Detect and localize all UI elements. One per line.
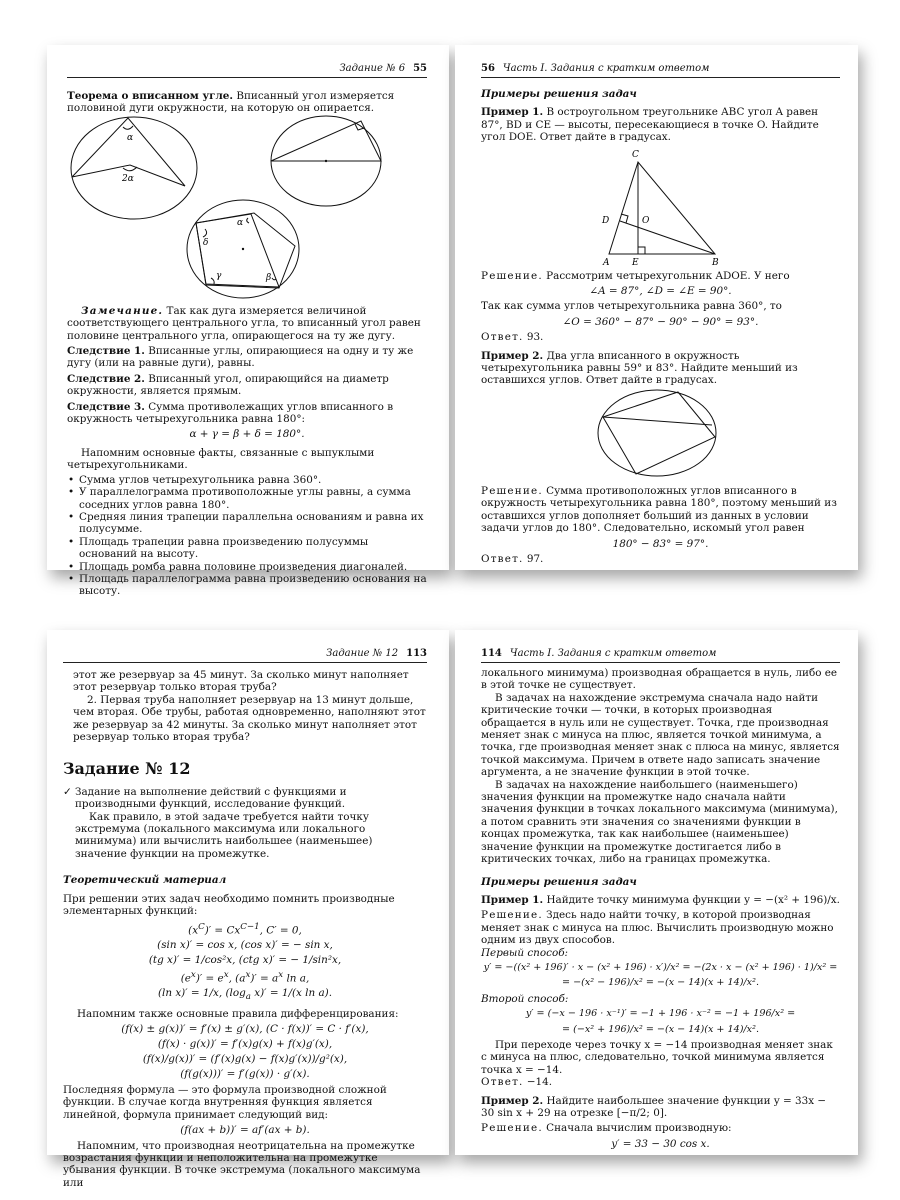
triangle-figure — [481, 144, 840, 266]
first-method-formula-2: = −(x² − 196)/x² = −(x − 14)(x + 14)/x². — [561, 977, 759, 989]
fact-item: • Площадь трапеции равна произведению полусуммы оснований на высоту. — [79, 536, 427, 561]
rule-row: (f(x) · g(x))′ = f′(x)g(x) + f(x)g′(x), — [157, 1037, 333, 1050]
triangle-abc — [609, 162, 715, 254]
example-1-title: Пример 1. — [481, 893, 544, 906]
solution-2-formula: 180° − 83° = 97°. — [612, 537, 709, 550]
answer-2 — [481, 553, 840, 565]
corollary-3-formula: α + γ = β + δ = 180°. — [189, 428, 305, 441]
vertex-b: B — [712, 257, 719, 266]
cyclic-quadrilateral-figure — [481, 387, 840, 479]
vertex-c: C — [632, 149, 639, 160]
running-header — [67, 63, 427, 78]
solution-1-text: Здесь надо найти точку, в которой производная меняет знак с минуса на плюс. Вычислить производную можно одним из двух способов. — [481, 909, 834, 947]
point-e: E — [632, 257, 639, 266]
corollary-3 — [67, 401, 427, 426]
diameter-triangle — [271, 121, 381, 161]
rules-intro: Напомним также основные правила дифференцирования: — [77, 1007, 399, 1020]
answer-1-value: −14. — [523, 1076, 553, 1089]
fact-item: • Площадь параллелограмма равна произведению основания на высоту. — [79, 573, 427, 598]
solution-1-formula-1: ∠A = 87°, ∠D = ∠E = 90°. — [589, 285, 732, 298]
corollary-1 — [67, 345, 427, 370]
section-title: Примеры решения задач — [481, 88, 637, 100]
header-title: Задание № 12 — [326, 648, 399, 659]
derivative-row: (tg x)′ = 1/cos²x, (ctg x)′ = − 1/sin²x, — [148, 953, 342, 966]
example-2-text: Найдите наибольшее значение функции y = 33x − 30 sin x + 29 на отрезке [−π/2; 0]. — [481, 1094, 827, 1119]
label-delta: δ — [203, 237, 209, 248]
derivative-row: $(e^x)' = e^x$, $(a^x)' = a^x$ ln a, — [180, 969, 310, 985]
answer-1-value: 93. — [523, 331, 544, 344]
second-method-formula-2: = (−x² + 196)/x² = −(x − 14)(x + 14)/x². — [561, 1023, 759, 1035]
answer-1 — [481, 331, 840, 343]
solution-1-formula-2: ∠O = 360° − 87° − 90° − 90° = 93°. — [562, 315, 759, 328]
linear-composition-formula: (f(ax + b))′ = af′(ax + b). — [180, 1124, 310, 1137]
example-2 — [481, 1095, 840, 1120]
theorem-title: Теорема о вписанном угле. — [67, 90, 234, 102]
second-method-formula-1: y′ = (−x − 196 · x⁻¹)′ = −1 + 196 · x⁻² = −1 + 196/x² = — [525, 1008, 796, 1020]
example-1 — [481, 894, 840, 906]
example-1-text: В остроугольном треугольнике ABC угол A равен 87°, BD и CE — высоты, пересекающиеся в точке O. Найдите угол DOE. Ответ дайте в градусах. — [481, 106, 819, 144]
solution-label: Решение. — [481, 1122, 543, 1135]
rules-table — [63, 1022, 427, 1082]
answer-label: Ответ. — [481, 331, 524, 344]
task-description: ✓ Задание на выполнение действий с функциями и производными функций, исследование функций. — [75, 786, 427, 811]
answer-1 — [481, 1076, 840, 1088]
remark-title: Замечание. — [81, 304, 164, 317]
paragraph-max-min: В задачах на нахождение наибольшего (наименьшего) значения функции на промежутке надо сначала найти значения функции в точках локального максимума (минимума), а потом сравнить эти значения со значениями функции в концах промежутка, так как наибольшее (наименьшее) значение функции на промежутке достигается либо в критических точках, либо на границах промежутка. — [481, 778, 838, 866]
running-header — [481, 648, 840, 663]
task-title: Задание № 12 — [63, 759, 191, 779]
example-2 — [481, 350, 840, 387]
example-2-title: Пример 2. — [481, 1094, 544, 1107]
label-beta: β — [266, 272, 272, 283]
solution-label: Решение. — [481, 909, 543, 922]
facts-list — [67, 474, 427, 598]
solution-1-text-2: Так как сумма углов четырехугольника равна 360°, то — [481, 300, 782, 313]
circle — [598, 390, 716, 476]
second-method-label: Второй способ: — [481, 992, 569, 1005]
quadrilateral — [603, 392, 715, 474]
example-1-title: Пример 1. — [481, 106, 544, 119]
answer-label: Ответ. — [481, 1076, 524, 1089]
page-55 — [47, 45, 449, 598]
answer-label: Ответ. — [481, 552, 524, 565]
derivative-row: (sin x)′ = cos x, (cos x)′ = − sin x, — [157, 938, 333, 951]
final-text: Напомним, что производная неотрицательна на промежутке возрастания функции и неположительна на промежутке убывания функции. В точке экстремума (локального максимума или — [63, 1139, 421, 1189]
derivatives-table — [63, 920, 427, 1006]
solution-label: Решение. — [481, 269, 543, 282]
label-alpha-2: α — [237, 217, 244, 228]
fact-item: • Средняя линия трапеции параллельна основаниям и равна их полусумме. — [79, 511, 427, 536]
theorem-text: Вписанный угол измеряется половиной дуги окружности, на которую он опирается. — [67, 90, 395, 115]
page-56 — [455, 45, 858, 570]
solution-2 — [481, 1122, 840, 1134]
top-text-2: 2. Первая труба наполняет резервуар на 13 минут дольше, чем вторая. Обе трубы, работая одновременно, наполняют этот же резервуар за 42 минуты. За сколько минут наполняет этот резервуар только вторая труба? — [73, 693, 426, 744]
first-method-formula-1: y′ = −((x² + 196)′ · x − (x² + 196) · x′)/x² = −(2x · x − (x² + 196) · 1)/x² = — [483, 961, 838, 973]
fact-item: • У параллелограмма противоположные углы равны, а сумма соседних углов равна 180°. — [79, 486, 427, 511]
example-1 — [481, 106, 840, 143]
page-113 — [47, 630, 449, 1189]
label-2alpha: 2α — [122, 173, 134, 184]
top-text-1: этот же резервуар за 45 минут. За сколько минут наполняет этот резервуар только вторая труба? — [73, 669, 409, 694]
solution-1 — [481, 909, 840, 946]
header-title: Задание № 6 — [339, 63, 406, 74]
header-title: Часть I. Задания с кратким ответом — [502, 63, 710, 74]
answer-2-value: 97. — [523, 552, 544, 565]
task-description-2: Как правило, в этой задаче требуется найти точку экстремума (локального максимума или локального минимума) или вычислить наибольшее (наименьшее) значение функции на промежутке. — [75, 810, 373, 860]
corollary-3-title: Следствие 3. — [67, 400, 145, 413]
corollary-2-title: Следствие 2. — [67, 372, 145, 385]
page-number: 114 — [481, 648, 502, 659]
vertex-a: A — [603, 257, 610, 266]
derivative-row: (ln x)′ = 1/x, ($\log_a$ x)′ = 1/(x ln a). — [157, 987, 333, 1003]
facts-intro: Напомним основные факты, связанные с выпуклыми четырехугольниками. — [67, 446, 375, 472]
page-number: 55 — [413, 63, 427, 74]
paragraph-extremum: В задачах на нахождение экстремума сначала надо найти критические точки — точки, в которых производная обращается в нуль или не существует. Точка, где производная меняет знак с минуса на плюс, является точкой минимума, а точка, где производная меняет знак с плюса на минус, является точкой максимума. Причем в ответе надо записать значение аргумента, а не значение функции в этой точке. — [481, 691, 840, 779]
solution-1 — [481, 270, 840, 282]
page-number: 113 — [406, 648, 427, 659]
header-title: Часть I. Задания с кратким ответом — [509, 648, 717, 659]
page-114 — [455, 630, 858, 1155]
fact-item: • Сумма углов четырехугольника равна 360°. — [79, 474, 427, 486]
theorem — [67, 90, 427, 115]
corollary-2 — [67, 373, 427, 398]
corollary-3-text: Сумма противолежащих углов вписанного в окружность четырехугольника равна 180°: — [67, 400, 394, 426]
label-gamma: γ — [216, 270, 222, 281]
derivative-row: $(x^C)' = Cx^{C-1}$, C′ = 0, — [188, 921, 302, 936]
corollary-1-text: Вписанные углы, опирающиеся на одну и ту же дугу (или на равные дуги), равны. — [67, 345, 414, 370]
corollary-1-title: Следствие 1. — [67, 345, 145, 358]
remark — [67, 305, 427, 342]
running-header — [481, 63, 840, 78]
solution-2-formula: y′ = 33 − 30 cos x. — [611, 1137, 710, 1150]
inscribed-angle-figures — [67, 115, 427, 305]
page-number: 56 — [481, 63, 495, 74]
solution-1-text: Рассмотрим четырехугольник ADOE. У него — [542, 269, 790, 282]
running-header — [63, 648, 427, 663]
point-d: D — [602, 215, 610, 226]
remark-text: Так как дуга измеряется величиной соответствующего центрального угла, то вписанный угол равен половине центрального угла, опирающегося на ту же дугу. — [67, 304, 421, 342]
example-1-text: Найдите точку минимума функции y = −(x² + 196)/x. — [543, 893, 840, 906]
sign-change-text: При переходе через точку x = −14 производная меняет знак с минуса на плюс, следовательно, точкой минимума является точка x = −14. — [481, 1038, 833, 1076]
circle-1 — [71, 117, 197, 219]
label-alpha: α — [127, 132, 134, 143]
last-formula-text: Последняя формула — это формула производной сложной функции. В случае когда внутренняя функция является линейной, формула принимает следующий вид: — [63, 1083, 387, 1121]
solution-2 — [481, 485, 840, 535]
theory-intro: При решении этих задач необходимо помнить производные элементарных функций: — [63, 892, 395, 918]
rule-row: (f(g(x)))′ = f′(g(x)) · g′(x). — [180, 1067, 310, 1080]
continuation-text: локального минимума) производная обращается в нуль, либо ее в этой точке не существует. — [481, 667, 838, 692]
rule-row: (f(x)/g(x))′ = (f′(x)g(x) − f(x)g′(x))/g²(x), — [142, 1052, 348, 1065]
solution-label: Решение. — [481, 484, 543, 497]
rule-row: (f(x) ± g(x))′ = f′(x) ± g′(x), (C · f(x))′ = C · f′(x), — [121, 1022, 369, 1035]
fact-item: • Площадь ромба равна половине произведения диагоналей. — [79, 561, 427, 573]
first-method-label: Первый способ: — [481, 946, 569, 959]
inscribed-quadrilateral — [196, 213, 295, 288]
corollary-2-text: Вписанный угол, опирающийся на диаметр окружности, является прямым. — [67, 372, 389, 398]
point-o: O — [642, 215, 650, 226]
solution-2-text: Сумма противоположных углов вписанного в окружность четырехугольника равна 180°, поэтому меньший из оставшихся углов дополняет больший из данных в условии задачи углов до 180°. Следовательно, искомый угол равен — [481, 484, 837, 535]
theory-title: Теоретический материал — [63, 874, 227, 887]
solution-2-text: Сначала вычислим производную: — [542, 1122, 732, 1135]
example-2-title: Пример 2. — [481, 349, 544, 362]
example-2-text: Два угла вписанного в окружность четырехугольника равны 59° и 83°. Найдите меньший из оставшихся углов. Ответ дайте в градусах. — [481, 349, 798, 387]
section-title: Примеры решения задач — [481, 875, 637, 888]
